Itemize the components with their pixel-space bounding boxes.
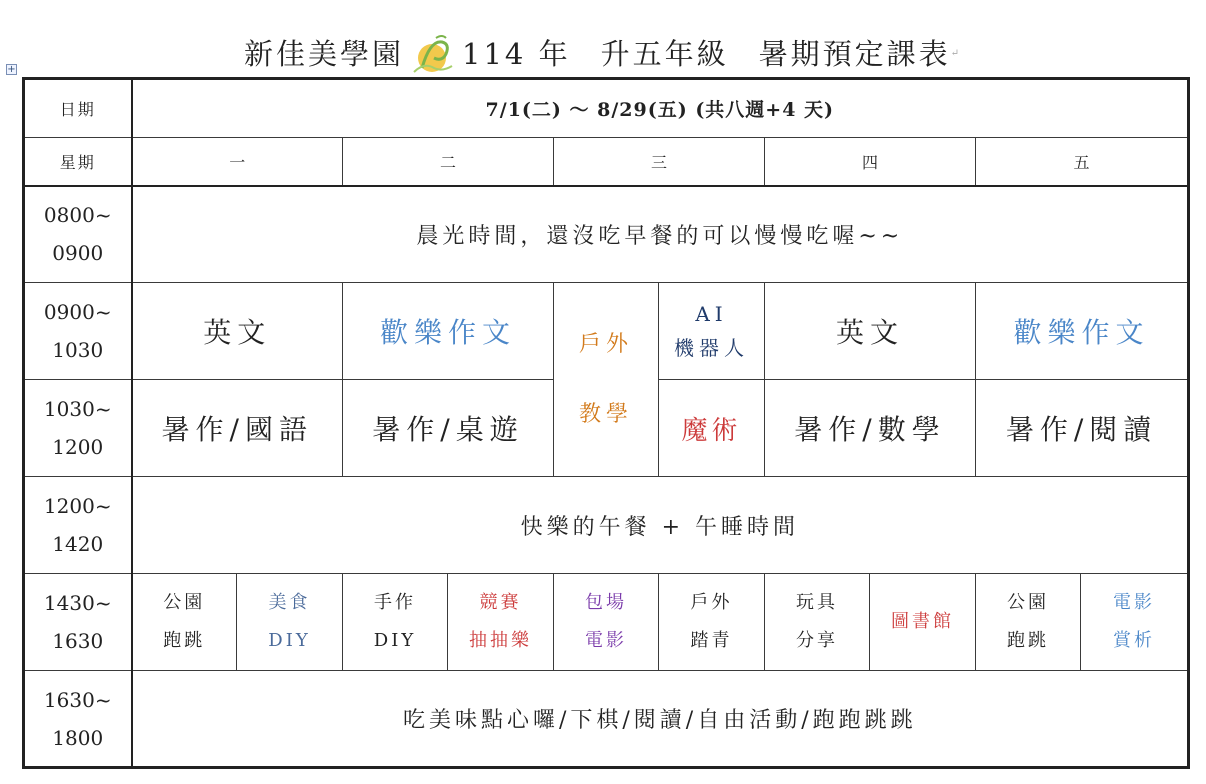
mon-1030-class: 暑作/國語 [132, 380, 343, 477]
tue-1030-class: 暑作/桌遊 [343, 380, 554, 477]
tue-0900-class: 歡樂作文 [343, 283, 554, 380]
school-name: 新佳美學園 [243, 37, 404, 71]
date-row [24, 79, 1189, 138]
fri-film-appreciation-activity: 電影 賞析 [1081, 574, 1189, 671]
fri-0900-class: 歡樂作文 [976, 283, 1189, 380]
weekday-thu: 四 [765, 138, 976, 186]
page-title: 新佳美學園 114 年 升五年級 暑期預定課表↵ [0, 30, 1206, 74]
weekday-label: 星期 [24, 138, 132, 186]
time-1430: 1430~ 1630 [24, 574, 132, 671]
wed-hiking-activity: 戶外 踏青 [659, 574, 765, 671]
fri-1030-class: 暑作/閱讀 [976, 380, 1189, 477]
weekday-row [24, 138, 1189, 186]
thu-0900-class: 英文 [765, 283, 976, 380]
date-range: 7/1(二) ～ 8/29(五) (共八週+4 天) [132, 79, 1189, 138]
lunch-activity: 快樂的午餐 + 午睡時間 [132, 477, 1189, 574]
slot-0900-row [24, 283, 1189, 380]
thu-toy-sharing-activity: 玩具 分享 [765, 574, 870, 671]
thu-library-activity: 圖書館 [870, 574, 976, 671]
weekday-wed: 三 [554, 138, 765, 186]
weekday-fri: 五 [976, 138, 1189, 186]
time-0900: 0900~ 1030 [24, 283, 132, 380]
weekday-mon: 一 [132, 138, 343, 186]
mon-food-diy-activity: 美食 DIY [237, 574, 343, 671]
tue-contest-activity: 競賽 抽抽樂 [448, 574, 554, 671]
wed-outdoor-class: 戶外 教學 [554, 283, 659, 477]
time-1200: 1200~ 1420 [24, 477, 132, 574]
thu-ai-robot-class: AI 機器人 [659, 283, 765, 380]
thu-1030-class: 暑作/數學 [765, 380, 976, 477]
wed-movie-activity: 包場 電影 [554, 574, 659, 671]
time-0800: 0800~ 0900 [24, 186, 132, 283]
mon-0900-class: 英文 [132, 283, 343, 380]
date-label: 日期 [24, 79, 132, 138]
mon-park-activity: 公園 跑跳 [132, 574, 237, 671]
schedule-table [22, 77, 1190, 769]
tue-craft-diy-activity: 手作 DIY [343, 574, 448, 671]
morning-row [24, 186, 1189, 283]
fri-park-activity: 公園 跑跳 [976, 574, 1081, 671]
thu-magic-class: 魔術 [659, 380, 765, 477]
time-1030: 1030~ 1200 [24, 380, 132, 477]
lunch-row [24, 477, 1189, 574]
year-label: 114 年 [462, 37, 571, 71]
grade-label: 升五年級 [600, 37, 729, 71]
evening-row [24, 671, 1189, 768]
school-logo [408, 32, 458, 76]
time-1630: 1630~ 1800 [24, 671, 132, 768]
weekday-tue: 二 [343, 138, 554, 186]
afternoon-row [24, 574, 1189, 671]
table-move-handle[interactable]: + [7, 64, 16, 75]
schedule-title: 暑期預定課表 [758, 37, 951, 71]
evening-activity: 吃美味點心囉/下棋/閱讀/自由活動/跑跑跳跳 [132, 671, 1189, 768]
morning-activity: 晨光時間，還沒吃早餐的可以慢慢吃喔~~ [132, 186, 1189, 283]
